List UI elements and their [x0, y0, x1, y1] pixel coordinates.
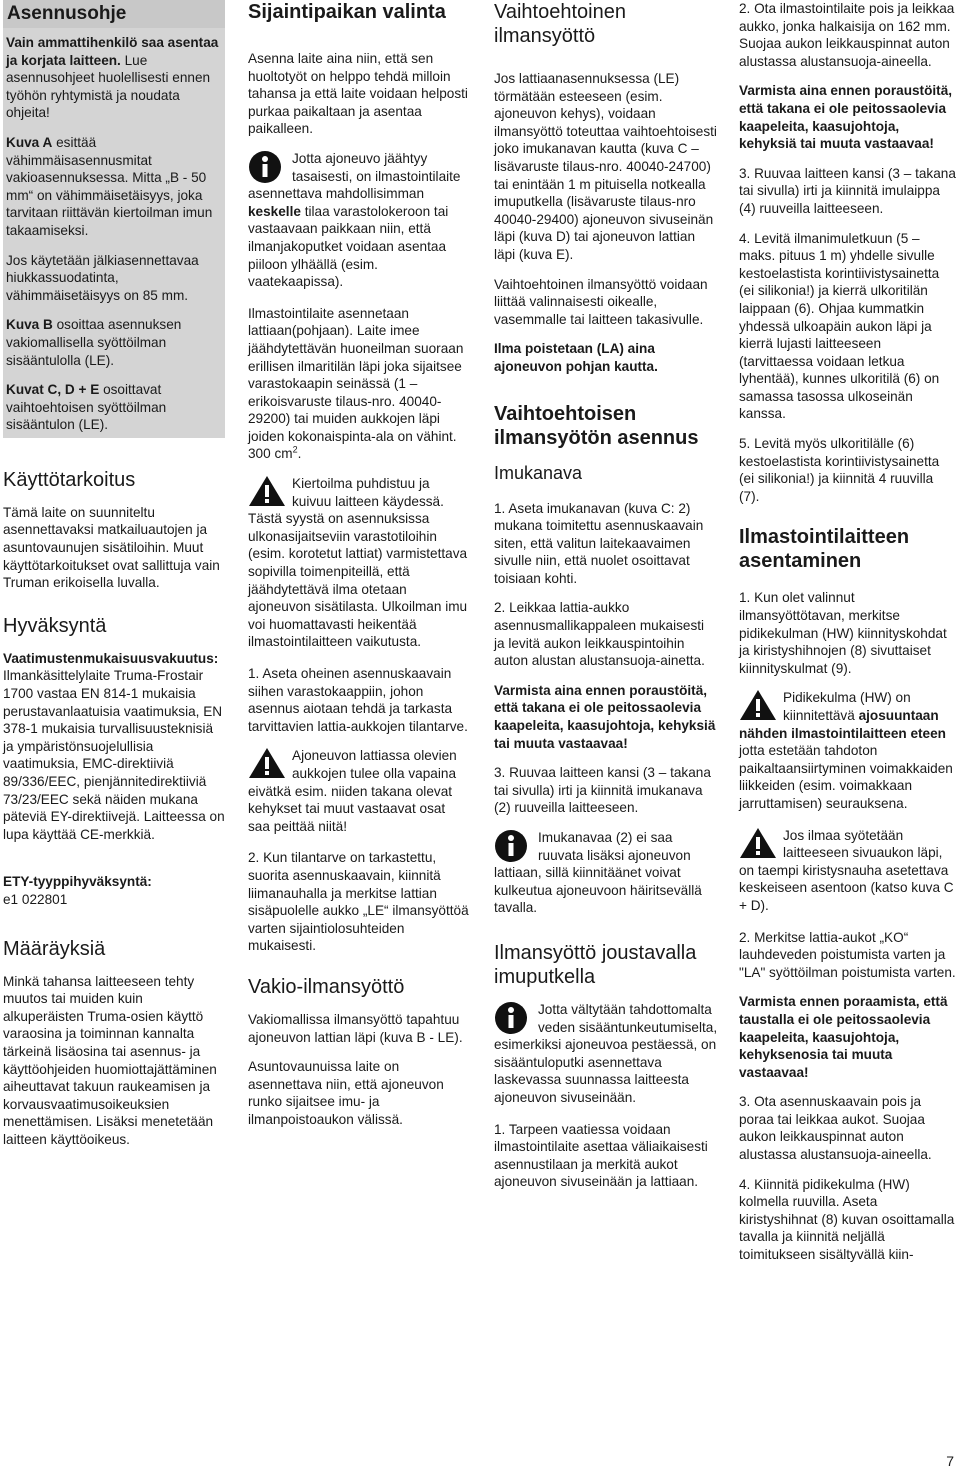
unit-superscript: 2 — [292, 444, 298, 455]
warning-text-4: Jos ilmaa syötetään laitteeseen sivuaukon läpi, on taempi kiristysnauha asetettava keskeiseen asentoon (katso kuva C + D). — [739, 827, 954, 913]
alt-supply-paragraph-1: Jos lattiaanasennuksessa (LE) törmätään esteeseen (esim. ajoneuvon kehys), voidaan ilmansyöttö toteuttaa vaihtoehtoisesti joko imukanavan kautta (kuva C – lisävaruste tilaus-nro. 40040-24700) tai enintään 1 m pituisella notkealla imuputkella (lisävaruste tilaus-nro 40040-29400) ajoneuvon sivuseinän läpi (kuva D) tai ajoneuvon lattian läpi (kuva E). — [494, 71, 717, 262]
page-number: 7 — [946, 1453, 954, 1470]
intro-bold-2: Kuva A — [6, 134, 53, 150]
warning-text-2: Ajoneuvon lattiassa olevien aukkojen tulee olla vapaina eivätkä esim. niiden takana olevat kehykset tai muut vastaavat osat saa peittää niitä! — [248, 748, 457, 834]
alt-supply-bold: Ilma poistetaan (LA) aina ajoneuvon pohjan kautta. — [494, 341, 658, 374]
standard-supply-heading: Vakio-ilmansyöttö — [248, 975, 405, 998]
warning-note-2 — [248, 747, 470, 835]
warning-text-3a: Pidikekulma (HW) on kiinnitettävä — [783, 690, 911, 723]
warning-text-3-bold: ajosuuntaan nähden ilmastointilaitteen eteen — [739, 708, 946, 741]
intro-paragraph-1 — [6, 34, 221, 122]
mounting-paragraph-2: 2. Merkitse lattia-aukot „KO“ lauhdeveden poistumista varten ja "LA" syöttöilman poistumista varten. — [739, 929, 956, 980]
column-4 — [739, 0, 957, 1276]
info-text-3: Jotta vältytään tahdottomalta veden sisääntunkeutumiselta, esimerkiksi ajoneuvoa pestäessä, on sisääntuloputki asennettava laskevassa suunnassa laitteesta ajoneuvon sivuseinään. — [494, 1001, 718, 1105]
intro-bold-1: Vain ammattihenkilö saa asentaa ja korjata laitteen. — [6, 35, 219, 68]
column-2 — [248, 0, 470, 1140]
info-note-1 — [248, 150, 470, 291]
intro-bold-5: Kuvat C, D + E — [6, 382, 100, 398]
ety-paragraph — [3, 873, 225, 908]
intro-paragraph-3: Jos käytetään jälkiasennettavaa hiukkassuodatinta, vähimmäisetäisyys on 85 mm. — [6, 252, 199, 303]
intro-paragraph-4 — [6, 316, 221, 369]
hose-heading: Ilmansyöttö joustavalla imuputkella — [494, 941, 697, 988]
info-note-3 — [494, 1001, 718, 1107]
warning-icon — [248, 475, 286, 507]
warning-icon — [739, 689, 777, 721]
mounting-warning-bold: Varmista ennen poraamista, että taustalla ei ole peitossaolevia kaapeleita, kaasujohtoja, kehyksenosia tai muuta vastaavaa! — [739, 994, 948, 1080]
info-icon — [248, 150, 286, 182]
warning-text-1: Kiertoilma puhdistuu ja kuivuu laitteen käydessä. Tästä syystä on asennuksissa ulkonasijaitseviin varastotiloihin (esim. korotetut lattiat) varmistettava sopivilla toimenpiteillä, että jäähdytettävä ilma otetaan ajoneuvon sisätilasta. Ulkoilman imu voi huomattavasti heikentää ilmastointilaitteen vaikutusta. — [248, 476, 468, 650]
rules-text: Minkä tahansa laitteeseen tehty muutos tai muiden kuin alkuperäisten Truma-osien käyttö varaosina ja toiminnan kannalta tärkeinä lisäosina tai asennus- ja käyttöohjeiden huomiottajättäminen aiheuttavat takuun raukeamisen ja korvausvaatimusoikeuksien menettämisen. Lisäksi menetetään laitteen käyttöoikeus. — [3, 973, 217, 1147]
location-text-2: Ilmastointilaite asennetaan lattiaan(pohjaan). Laite imee jäähdytettävän huoneilman suoraan erillisen ilmaritilän läpi joka sijaitsee varastokaapin seinässä (1 – erikoisvaruste tilaus-nro. 40040-29200) tai muiden aukkojen läpi joiden kokonaispinta-ala on vähint. 300 cm — [248, 305, 464, 462]
channel-paragraph-2: 2. Leikkaa lattia-aukko asennusmallikappaleen mukaisesti ja levitä aukon leikkauspintoihin auton alustan alustansuoja-ainetta. — [494, 600, 705, 669]
intro-text-4: osoittaa asennuksen vakiomallisella syöttöilman sisääntulolla (LE). — [6, 317, 182, 368]
hose-paragraph-5: 5. Levitä myös ulkoritilälle (6) kestoelastista korintiivistysainetta (ei silikonia!) ja kiinnitä 4 ruuvilla (7). — [739, 436, 940, 504]
column-3 — [494, 0, 718, 1203]
channel-paragraph-1: 1. Aseta imukanavan (kuva C: 2) mukana toimitettu asennuskaavain siten, että valitun laitekaavaimen sivulle niin, että nuolet osoittavat toisiaan kohti. — [494, 500, 704, 586]
mounting-paragraph-1: 1. Kun olet valinnut ilmansyöttötavan, merkitse pidikekulman (HW) kiinnityskohdat ja kiristyshihnojen (8) sivuttaiset kiinnityskulmat (9). — [739, 590, 947, 676]
warning-note-4 — [739, 827, 957, 915]
channel-paragraph-3: 3. Ruuvaa laitteen kansi (3 – takana tai sivulla) irti ja kiinnitä imukanava (2) ruuveilla laitteeseen. — [494, 765, 711, 816]
intro-box — [3, 28, 225, 438]
warning-icon — [248, 747, 286, 779]
intro-paragraph-5 — [6, 381, 221, 434]
page-title: Asennusohje — [3, 0, 225, 28]
intro-text-2: esittää vähimmäisasennusmitat vakioasennuksessa. Mitta „B - 50 mm“ on vähimmäisetäisyys, joka tarvitaan riittävän kiertoilman imun takaamiseksi. — [6, 134, 213, 238]
location-paragraph-4: 2. Kun tilantarve on tarkastettu, suorita asennuskaavain, kiinnitä liimanauhalla ja merkitse lattian sisäpuolelle aukko „LE“ ilmansyöttöä varten sijaintiolosuhteiden mukaisesti. — [248, 850, 469, 954]
approval-paragraph — [3, 650, 225, 844]
alt-supply-heading: Vaihtoehtoinen ilmansyöttö — [494, 1, 626, 47]
warning-note-1 — [248, 475, 470, 651]
info-text-1-bold: keskelle — [248, 203, 301, 219]
alt-install-heading: Vaihtoehtoisen ilmansyötön asennus — [494, 402, 699, 449]
info-icon — [494, 1001, 532, 1033]
info-note-2 — [494, 829, 718, 917]
rules-heading: Määräyksiä — [3, 937, 106, 960]
standard-supply-paragraph-1: Vakiomallissa ilmansyöttö tapahtuu ajoneuvon lattian läpi (kuva B - LE). — [248, 1011, 463, 1045]
intro-paragraph-2 — [6, 134, 221, 240]
channel-warning-bold: Varmista aina ennen poraustöitä, että takana ei ole peitossaolevia kaapeleita, kaasujohtoja, kehyksiä tai muuta vastaavaa! — [494, 682, 716, 751]
mounting-paragraph-3: 3. Ota asennuskaavain pois ja poraa tai leikkaa aukot. Suojaa aukon leikkauspinnat auton alustassa alustansuoja-aineella. — [739, 1094, 932, 1163]
standard-supply-paragraph-2: Asuntovaunuissa laite on asennettava niin, että ajoneuvon runko sijaitsee imu- ja ilmanpoistoaukon välissä. — [248, 1059, 444, 1127]
purpose-heading: Käyttötarkoitus — [3, 468, 136, 491]
warning-text-3b: jotta estetään tahdoton paikaltaansiirtyminen voimakkaiden liikkeiden (esim. voimakkaan jarruttamisen) seurauksena. — [739, 743, 953, 811]
warning-note-3 — [739, 689, 957, 812]
intro-text-1: Lue asennusohjeet huolellisesti ennen työhön ryhtymistä ja noudata ohjeita! — [6, 52, 211, 121]
hose-paragraph-4: 4. Levitä ilmanimuletkuun (5 – maks. pituus 1 m) yhdelle sivulle kestoelastista korintiivistysainetta (ei silikonia!) ja kierrä ulkoritilän laippaan (6). Ohjaa kummatkin yhdessä ulkoapäin aukon läpi ja kierrä lujasti laitteeseen (tarvittaessa voidaan letkua lyhentää), kunnes ulkoritilä (6) on samassa tasossa ulkoseinän kanssa. — [739, 230, 940, 422]
purpose-text: Tämä laite on suunniteltu asennettavaksi matkailuautojen ja asuntovaunujen sisätiloihin. Muut käyttötarkoitukset ovat sallittuja vain Truman erikoisella luvalla. — [3, 504, 220, 591]
approval-bold: Vaatimustenmukaisuusvakuutus: — [3, 650, 219, 666]
info-icon — [494, 829, 532, 861]
intro-text-5: osoittavat vaihtoehtoisen syöttöilman sisääntulon (LE). — [6, 382, 167, 433]
info-text-1a: Jotta ajoneuvo jäähtyy tasaisesti, on ilmastointilaite asennettava mahdollisimman — [248, 150, 461, 202]
location-paragraph-2 — [248, 305, 470, 463]
hose-warning-bold: Varmista aina ennen poraustöitä, että takana ei ole peitossaolevia kaapeleita, kaasujohtoja, kehyksiä tai muuta vastaavaa! — [739, 83, 953, 152]
hose-paragraph-2: 2. Ota ilmastointilaite pois ja leikkaa aukko, jonka halkaisija on 162 mm. Suojaa aukon leikkauspinnat auton alustassa alustansuoja-aineella. — [739, 1, 955, 69]
approval-heading: Hyväksyntä — [3, 614, 107, 637]
column-1 — [3, 0, 225, 1161]
ety-value: e1 022801 — [3, 891, 68, 907]
warning-icon — [739, 827, 777, 859]
location-text-2-end: . — [297, 446, 302, 462]
ety-bold: ETY-tyyppihyväksyntä: — [3, 874, 152, 890]
intro-bold-4: Kuva B — [6, 317, 53, 333]
approval-text: Ilmankäsittelylaite Truma-Frostair 1700 vastaa EN 814-1 mukaisia perustavanlaatuisia vaatimuksia, EN 378-1 mukaisia turvallisuusteknisiä ja ympäristönsuojelullisia vaatimuksia, EMC-direktiiviä 89/336/EEC, pienjännitedirektiiviä 73/23/EEC sekä näiden mukana päteviä EY-direktiivejä. Laitteessa on lupa käyttää CE-merkkiä. — [3, 668, 225, 842]
alt-supply-paragraph-2: Vaihtoehtoinen ilmansyöttö voidaan liittää valinnaisesti oikealle, vasemmalle tai laitteen takasivulle. — [494, 276, 708, 327]
location-paragraph-1: Asenna laite aina niin, että sen huoltotyöt on helppo tehdä milloin tahansa ja että laite voidaan helposti purkaa paikaltaan ja asentaa paikalleen. — [248, 51, 468, 137]
mounting-paragraph-4: 4. Kiinnitä pidikekulma (HW) kolmella ruuvilla. Aseta kiristyshihnat (8) kuvan osoittamalla tavalla ja kiinnitä neljällä toimitukseen sisältyvällä kiin- — [739, 1176, 955, 1263]
info-text-2: Imukanavaa (2) ei saa ruuvata lisäksi ajoneuvon lattiaan, sillä kiinnitäänet voivat kulkeutua ajoneuvoon häiritsevällä tavalla. — [494, 830, 702, 916]
hose-paragraph-3: 3. Ruuvaa laitteen kansi (3 – takana tai sivulla) irti ja kiinnitä imulaippa (4) ruuveilla laitteeseen. — [739, 165, 956, 216]
mounting-heading: Ilmastointilaitteen asentaminen — [739, 526, 910, 573]
hose-paragraph-1: 1. Tarpeen vaatiessa voidaan ilmastointilaite asettaa väliaikaisesti asennustilaan ja merkitä aukot ajoneuvon sivuseinään ja lattiaan. — [494, 1121, 708, 1190]
location-paragraph-3: 1. Aseta oheinen asennuskaavain siihen varastokaappiin, johon asennus aiotaan tehdä ja tarkasta tarvittavien lattia-aukkojen tilantarve. — [248, 666, 468, 734]
channel-heading: Imukanava — [494, 462, 583, 483]
location-heading: Sijaintipaikan valinta — [248, 1, 446, 23]
info-text-1b: tilaa varastolokeroon tai vastaavaan paikkaan niin, että ilmanjakoputket voidaan asentaa piiloon ylhäällä (esim. vaatekaapissa). — [248, 203, 449, 290]
